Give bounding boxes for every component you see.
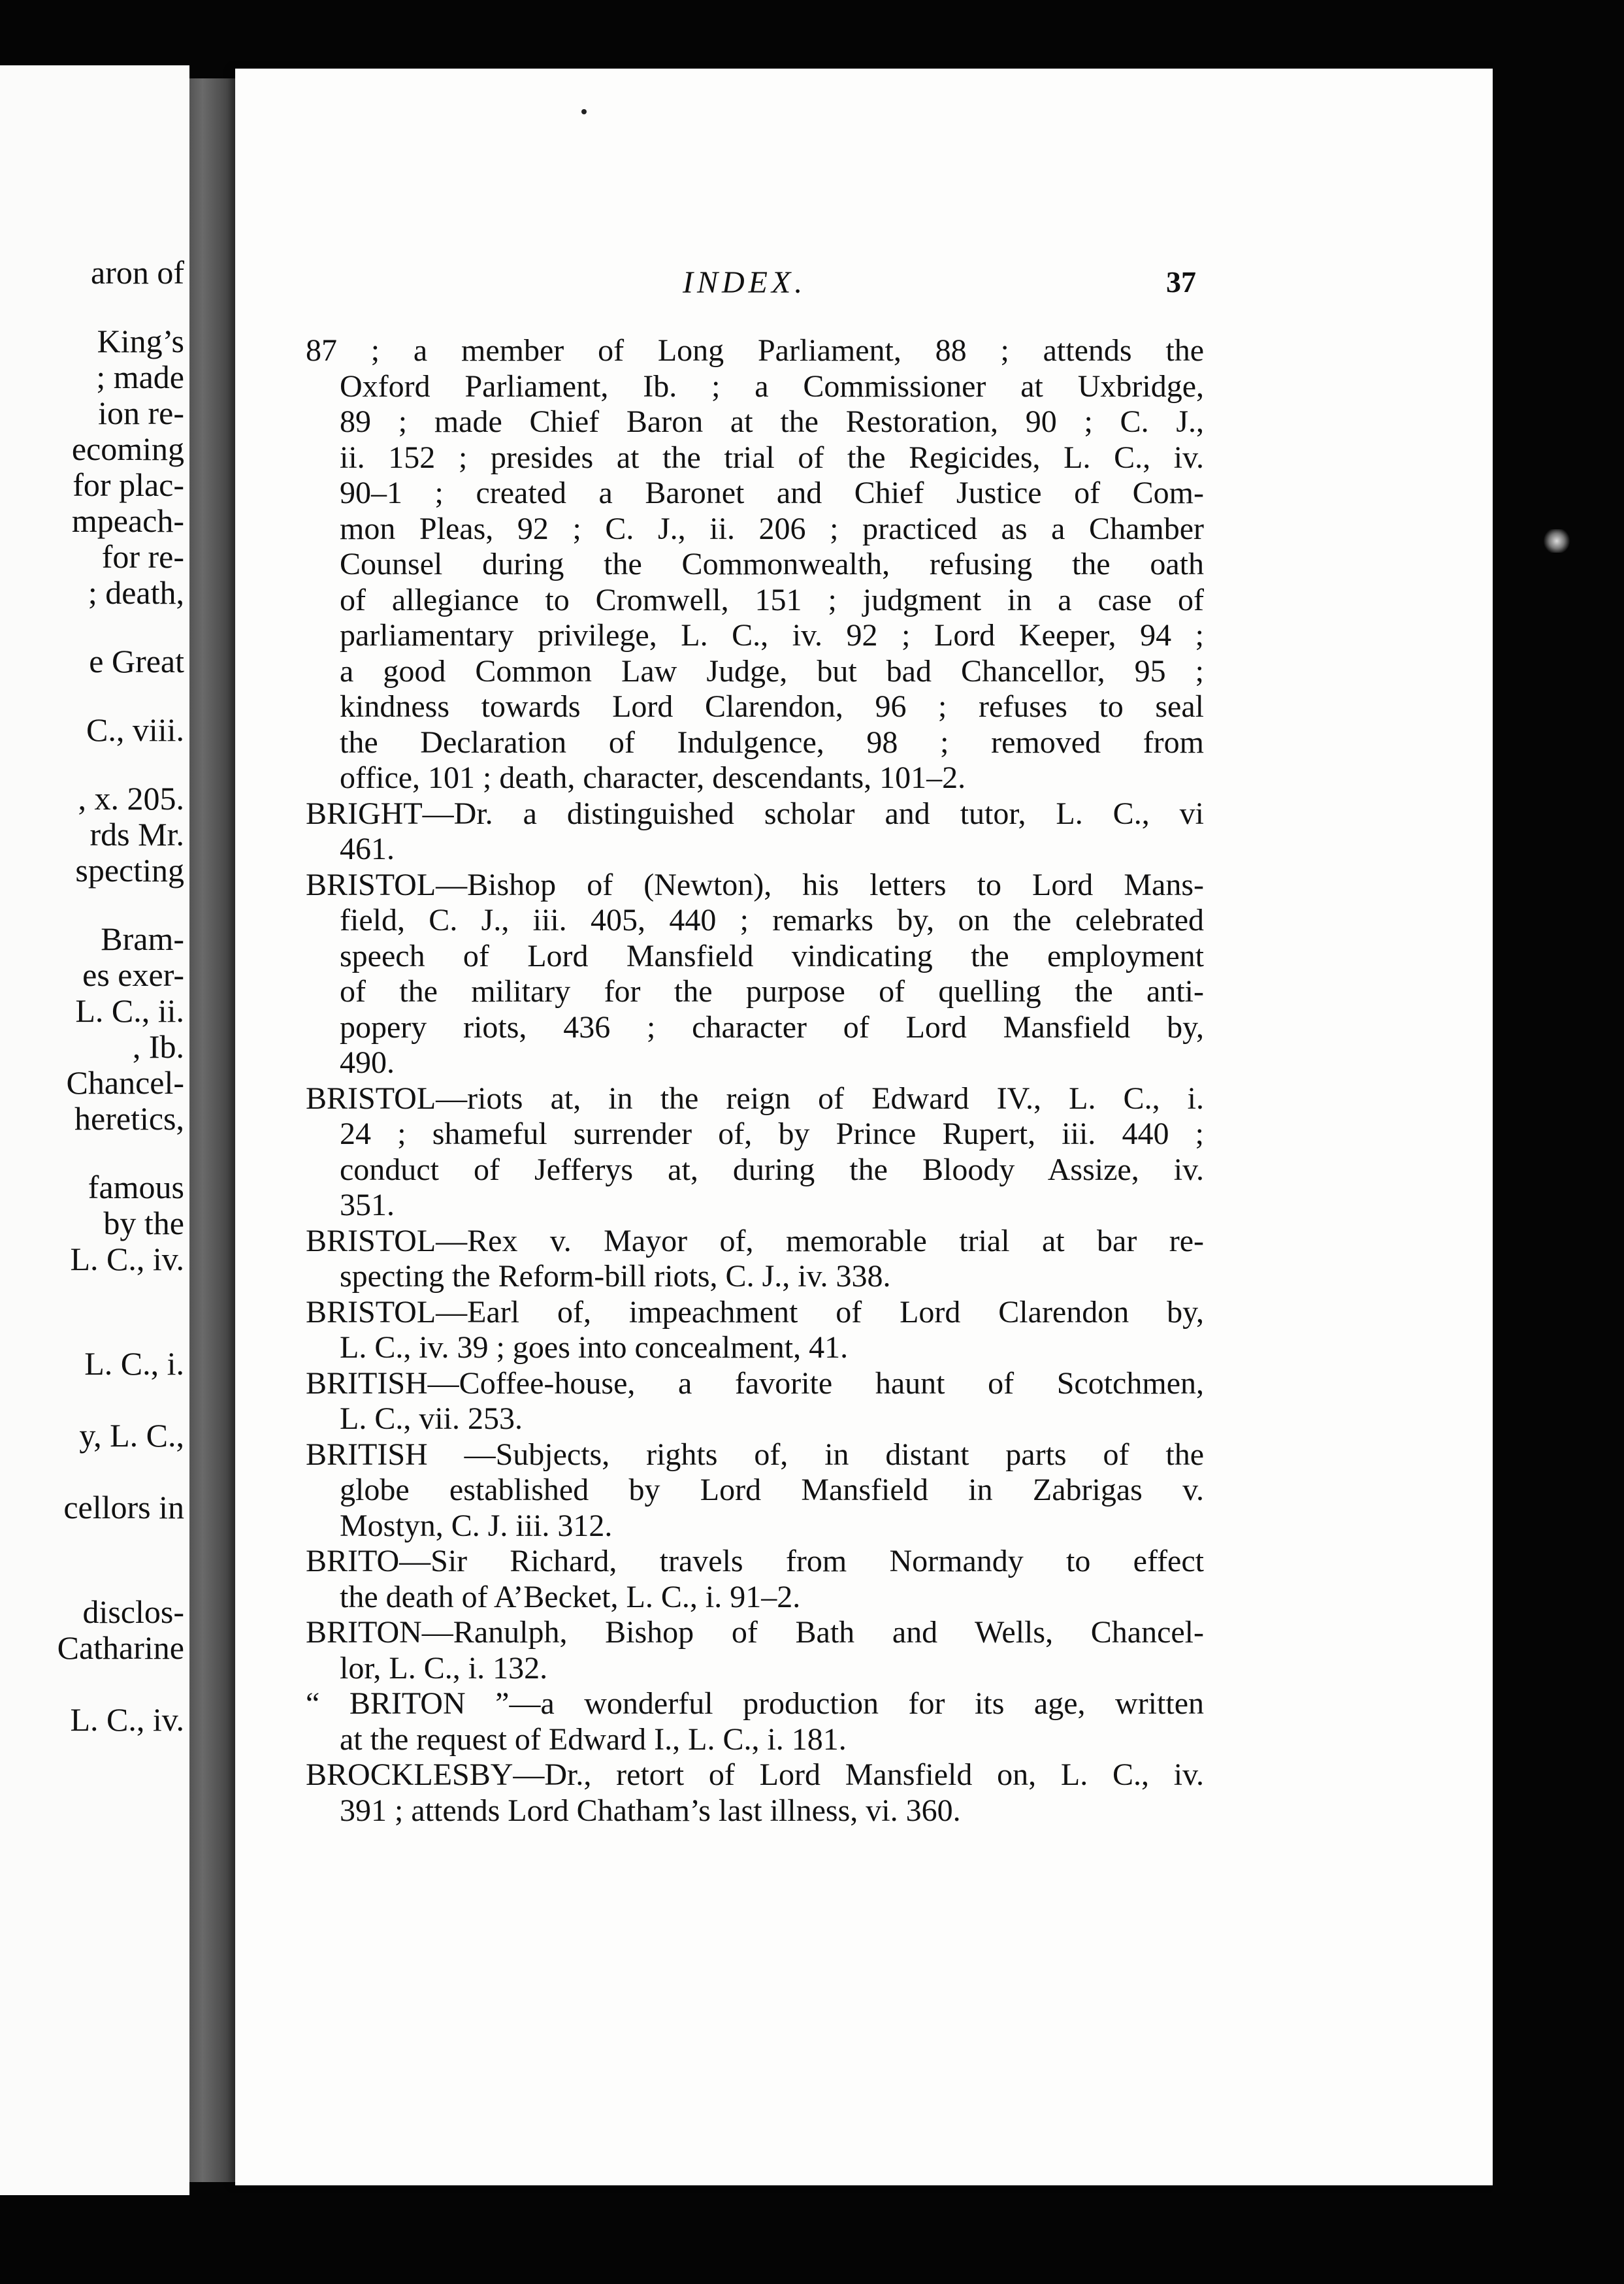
left-page-line: y, L. C., <box>79 1417 184 1454</box>
left-page-line: ; made <box>96 359 184 395</box>
index-line: L. C., iv. 39 ; goes into concealment, 41. <box>340 1330 849 1365</box>
left-page-line: for plac- <box>73 466 184 503</box>
left-page-line: L. C., iv. <box>70 1701 184 1738</box>
left-page-line: Bram- <box>101 921 184 957</box>
left-page-line: C., viii. <box>86 711 184 748</box>
index-line: BRISTOL—riots at, in the reign of Edward IV., L. C., i. <box>306 1081 1204 1116</box>
left-page-line: aron of <box>91 254 184 291</box>
index-entries <box>306 333 1204 1829</box>
index-line: globe established by Lord Mansfield in Zabrigas v. <box>340 1473 1204 1507</box>
index-line: 87 ; a member of Long Parliament, 88 ; attends the <box>306 333 1204 368</box>
left-page-line: L. C., ii. <box>75 992 184 1029</box>
left-page-line: , Ib. <box>132 1028 184 1065</box>
left-page-line: L. C., iv. <box>70 1241 184 1277</box>
index-line: the Declaration of Indulgence, 98 ; removed from <box>340 725 1204 760</box>
scan-background <box>1493 0 1624 2284</box>
left-page-line: rds Mr. <box>89 816 184 853</box>
index-line: field, C. J., iii. 405, 440 ; remarks by, on the celebrated <box>340 903 1204 938</box>
index-line: specting the Reform-bill riots, C. J., iv. 338. <box>340 1259 891 1294</box>
index-line: popery riots, 436 ; character of Lord Mansfield by, <box>340 1009 1204 1045</box>
left-page-line: , x. 205. <box>78 780 184 817</box>
left-page-line: L. C., i. <box>84 1345 184 1382</box>
index-line: BRISTOL—Rex v. Mayor of, memorable trial at bar re- <box>306 1223 1204 1258</box>
index-line: BROCKLESBY—Dr., retort of Lord Mansfield on, L. C., iv. <box>306 1757 1204 1792</box>
running-title: INDEX. <box>683 265 807 300</box>
left-page-line: Catharine <box>57 1629 184 1666</box>
left-page-line: famous <box>88 1169 184 1205</box>
index-line: “ BRITON ”—a wonderful production for its age, written <box>306 1686 1204 1721</box>
index-line: office, 101 ; death, character, descendants, 101–2. <box>340 760 966 795</box>
page-number: 37 <box>1166 265 1196 299</box>
index-line: BRITON—Ranulph, Bishop of Bath and Wells, Chancel- <box>306 1615 1204 1650</box>
index-line: 89 ; made Chief Baron at the Restoration, 90 ; C. J., <box>340 404 1204 439</box>
index-line: BRITISH —Subjects, rights of, in distant parts of the <box>306 1437 1204 1472</box>
index-page <box>235 69 1493 2185</box>
index-line: mon Pleas, 92 ; C. J., ii. 206 ; practiced as a Chamber <box>340 511 1204 546</box>
index-line: 391 ; attends Lord Chatham’s last illness, vi. 360. <box>340 1793 961 1828</box>
index-line: conduct of Jefferys at, during the Bloody Assize, iv. <box>340 1152 1204 1187</box>
index-line: ii. 152 ; presides at the trial of the Regicides, L. C., iv. <box>340 440 1204 475</box>
index-line: BRITISH—Coffee-house, a favorite haunt of Scotchmen, <box>306 1365 1204 1401</box>
scan-speck <box>1542 529 1572 553</box>
index-line: at the request of Edward I., L. C., i. 181. <box>340 1721 847 1757</box>
index-line: Counsel during the Commonwealth, refusing the oath <box>340 547 1204 581</box>
left-page-line: ion re- <box>98 395 184 431</box>
left-page-fragment <box>0 65 189 2195</box>
index-line: lor, L. C., i. 132. <box>340 1650 548 1686</box>
index-line: BRITO—Sir Richard, travels from Normandy to effect <box>306 1544 1204 1578</box>
left-page-line: e Great <box>89 643 184 679</box>
left-page-line: for re- <box>101 538 184 575</box>
index-line: L. C., vii. 253. <box>340 1401 523 1436</box>
left-page-line: disclos- <box>82 1593 184 1630</box>
left-page-line: es exer- <box>82 956 184 993</box>
index-line: BRISTOL—Earl of, impeachment of Lord Clarendon by, <box>306 1294 1204 1330</box>
left-page-line: heretics, <box>74 1100 184 1137</box>
index-line: a good Common Law Judge, but bad Chancellor, 95 ; <box>340 653 1204 689</box>
left-page-line: by the <box>103 1205 184 1241</box>
index-line: of the military for the purpose of quelling the anti- <box>340 974 1204 1009</box>
page-header <box>235 265 1493 310</box>
index-line: 90–1 ; created a Baronet and Chief Justice of Com- <box>340 476 1204 510</box>
index-line: 351. <box>340 1188 395 1222</box>
left-page-line: cellors in <box>63 1489 184 1525</box>
left-page-line: King’s <box>97 323 184 359</box>
index-line: 24 ; shameful surrender of, by Prince Rupert, iii. 440 ; <box>340 1117 1204 1151</box>
left-page-line: specting <box>75 852 184 889</box>
index-line: 490. <box>340 1045 395 1080</box>
index-line: Mostyn, C. J. iii. 312. <box>340 1508 613 1543</box>
ink-speck <box>581 109 587 114</box>
index-line: speech of Lord Mansfield vindicating the employment <box>340 938 1204 973</box>
index-line: 461. <box>340 832 395 866</box>
index-line: BRIGHT—Dr. a distinguished scholar and tutor, L. C., vi <box>306 796 1204 831</box>
left-page-line: Chancel- <box>66 1064 184 1101</box>
index-line: the death of A’Becket, L. C., i. 91–2. <box>340 1579 801 1614</box>
left-page-line: ecoming <box>71 431 184 467</box>
left-page-line: mpeach- <box>71 502 184 539</box>
index-line: of allegiance to Cromwell, 151 ; judgment in a case of <box>340 582 1204 617</box>
left-page-line: ; death, <box>88 574 184 611</box>
index-line: parliamentary privilege, L. C., iv. 92 ; Lord Keeper, 94 ; <box>340 618 1204 653</box>
index-line: BRISTOL—Bishop of (Newton), his letters to Lord Mans- <box>306 867 1204 902</box>
index-line: Oxford Parliament, Ib. ; a Commissioner at Uxbridge, <box>340 368 1204 404</box>
index-line: kindness towards Lord Clarendon, 96 ; refuses to seal <box>340 689 1204 724</box>
